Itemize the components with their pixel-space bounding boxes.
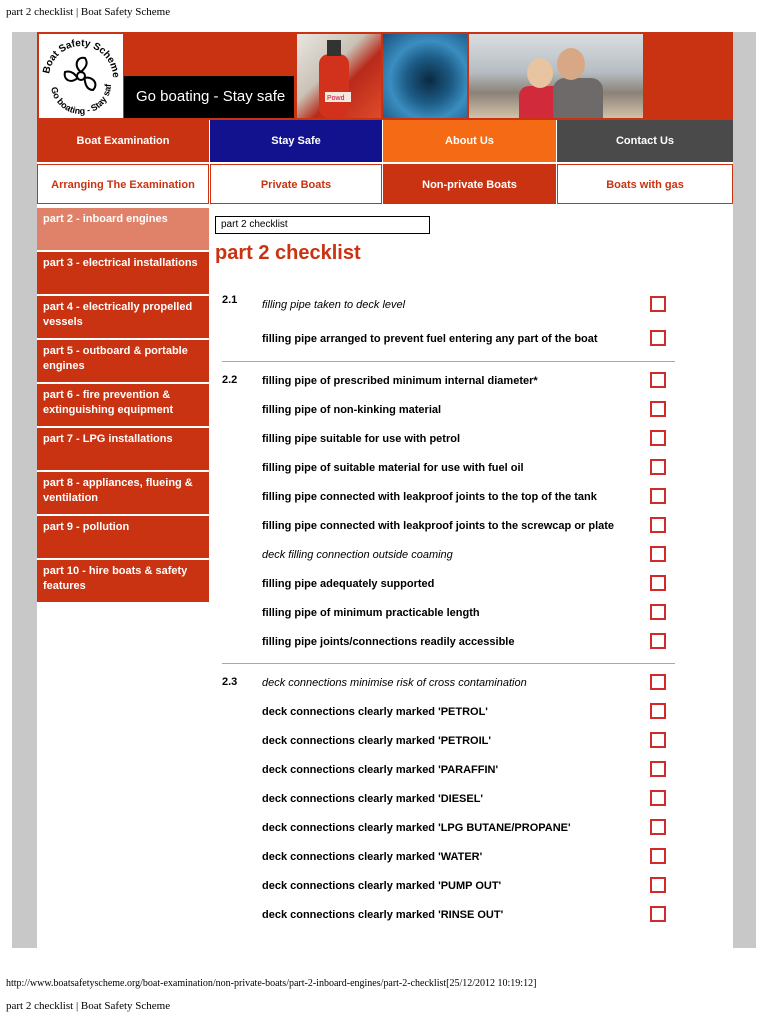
page-heading: part 2 checklist: [215, 242, 361, 264]
section-number: 2.1: [222, 294, 238, 306]
section-divider: [222, 663, 675, 664]
checklist-row: [222, 788, 677, 812]
checklist-row: [222, 328, 677, 352]
checklist-row: [222, 875, 677, 899]
subnav-boats-with-gas[interactable]: [557, 164, 733, 204]
checklist-checkbox[interactable]: [650, 546, 666, 562]
sidebar-item-part-7[interactable]: [37, 428, 209, 470]
checklist-item-text: deck connections minimise risk of cross contamination: [262, 677, 527, 689]
checklist-row: [222, 817, 677, 841]
checklist-checkbox[interactable]: [650, 761, 666, 777]
checklist-checkbox[interactable]: [650, 430, 666, 446]
checklist-checkbox[interactable]: [650, 488, 666, 504]
logo-text-top: Boat Safety Scheme: [41, 37, 122, 79]
checklist-item-text: filling pipe connected with leakproof joints to the screwcap or plate: [262, 520, 615, 532]
checklist-item-text: filling pipe taken to deck level: [262, 299, 406, 311]
print-page-title: part 2 checklist | Boat Safety Scheme: [6, 6, 171, 18]
checklist-item-text: filling pipe of prescribed minimum internal diameter*: [262, 375, 538, 387]
sidebar-item-part-5[interactable]: [37, 340, 209, 382]
checklist-row: [222, 846, 677, 870]
checklist-row: [222, 759, 677, 783]
checklist-checkbox[interactable]: [650, 819, 666, 835]
checklist-row: [222, 399, 677, 423]
checklist-checkbox[interactable]: [650, 790, 666, 806]
sidebar-item-label: part 8 - appliances, flueing & ventilation: [43, 477, 193, 504]
breadcrumb: part 2 checklist: [215, 216, 430, 234]
checklist-item-text: deck connections clearly marked 'PUMP OUT': [262, 880, 502, 892]
section-number: 2.3: [222, 676, 238, 688]
page-frame: [12, 32, 756, 948]
sidebar-item-label: part 5 - outboard & portable engines: [43, 345, 188, 372]
checklist-item-text: deck connections clearly marked 'LPG BUTANE/PROPANE': [262, 822, 571, 834]
checklist-checkbox[interactable]: [650, 732, 666, 748]
sidebar-item-label: part 9 - pollution: [43, 521, 130, 533]
sidebar-item-label: part 6 - fire prevention & extinguishing equipment: [43, 389, 174, 416]
checklist-row: [222, 457, 677, 481]
checklist-item-text: deck connections clearly marked 'PARAFFIN': [262, 764, 499, 776]
checklist-item-text: deck connections clearly marked 'WATER': [262, 851, 483, 863]
subnav-label: Boats with gas: [606, 179, 684, 191]
checklist-checkbox[interactable]: [650, 848, 666, 864]
propeller-logo-icon: [39, 34, 123, 118]
checklist-checkbox[interactable]: [650, 296, 666, 312]
sidebar-item-part-10[interactable]: [37, 560, 209, 602]
sidebar-item-part-9[interactable]: [37, 516, 209, 558]
checklist-checkbox[interactable]: [650, 517, 666, 533]
checklist-item-text: filling pipe connected with leakproof joints to the top of the tank: [262, 491, 597, 503]
section-divider: [222, 361, 675, 362]
nav-label: Contact Us: [615, 135, 675, 147]
checklist-row: [222, 486, 677, 510]
nav-label: Stay Safe: [271, 135, 321, 147]
nav-stay-safe[interactable]: [210, 120, 382, 162]
checklist-checkbox[interactable]: [650, 459, 666, 475]
checklist-row: [222, 370, 677, 394]
checklist-item-text: filling pipe of suitable material for use with fuel oil: [262, 462, 524, 474]
checklist-checkbox[interactable]: [650, 330, 666, 346]
sidebar-item-part-4[interactable]: [37, 296, 209, 338]
tagline: Go boating - Stay safe: [124, 76, 294, 118]
extinguisher-label: Powd: [327, 95, 345, 102]
sidebar-item-label: part 10 - hire boats & safety features: [43, 565, 188, 592]
checklist-row: [222, 294, 677, 318]
checklist-checkbox[interactable]: [650, 604, 666, 620]
checklist-checkbox[interactable]: [650, 703, 666, 719]
sidebar-item-part-3[interactable]: [37, 252, 209, 294]
logo[interactable]: [39, 34, 123, 118]
checklist-item-text: deck connections clearly marked 'RINSE OUT': [262, 909, 504, 921]
checklist-row: [222, 515, 677, 539]
page-content: [37, 32, 733, 948]
sidebar-item-part-2[interactable]: [37, 208, 209, 250]
checklist-item-text: filling pipe joints/connections readily accessible: [262, 636, 515, 648]
sidebar-item-label: part 4 - electrically propelled vessels: [43, 301, 193, 328]
checklist-item-text: filling pipe of minimum practicable length: [262, 607, 480, 619]
checklist-row: [222, 602, 677, 626]
checklist-checkbox[interactable]: [650, 633, 666, 649]
subnav-arranging-examination[interactable]: [37, 164, 209, 204]
checklist-item-text: filling pipe suitable for use with petrol: [262, 433, 461, 445]
checklist-checkbox[interactable]: [650, 906, 666, 922]
checklist-item-text: deck connections clearly marked 'DIESEL': [262, 793, 484, 805]
sidebar-item-label: part 2 - inboard engines: [43, 213, 168, 225]
checklist-checkbox[interactable]: [650, 575, 666, 591]
checklist-item-text: deck connections clearly marked 'PETROIL': [262, 735, 491, 747]
checklist-checkbox[interactable]: [650, 877, 666, 893]
checklist-row: [222, 631, 677, 655]
nav-contact-us[interactable]: [557, 120, 733, 162]
checklist-item-text: filling pipe arranged to prevent fuel entering any part of the boat: [262, 333, 598, 345]
checklist-row: [222, 730, 677, 754]
checklist-row: [222, 904, 677, 928]
fire-extinguisher-icon: [297, 34, 381, 118]
subnav-private-boats[interactable]: [210, 164, 382, 204]
primary-nav: [37, 120, 733, 162]
fire-extinguisher-photo: [297, 34, 381, 118]
section-number: 2.2: [222, 374, 238, 386]
footer-title: part 2 checklist | Boat Safety Scheme: [6, 1000, 171, 1012]
family-photo: [469, 34, 643, 118]
checklist-checkbox[interactable]: [650, 674, 666, 690]
header-banner: [37, 32, 733, 120]
subnav-label: Arranging The Examination: [51, 179, 195, 191]
checklist-row: [222, 544, 677, 568]
sidebar-item-part-6[interactable]: [37, 384, 209, 426]
checklist-item-text: deck filling connection outside coaming: [262, 549, 453, 561]
subnav-label: Non-private Boats: [422, 179, 517, 191]
checklist-row: [222, 428, 677, 452]
secondary-nav: [37, 164, 733, 204]
checklist-item-text: filling pipe adequately supported: [262, 578, 435, 590]
sidebar-item-part-8[interactable]: [37, 472, 209, 514]
subnav-label: Private Boats: [260, 179, 332, 191]
sidebar-item-label: part 7 - LPG installations: [43, 433, 173, 445]
nav-about-us[interactable]: [383, 120, 556, 162]
checklist-row: [222, 672, 677, 696]
porthole-photo: [383, 34, 467, 118]
subnav-non-private-boats[interactable]: [383, 164, 556, 204]
nav-boat-examination[interactable]: [37, 120, 209, 162]
footer-url: http://www.boatsafetyscheme.org/boat-examination/non-private-boats/part-2-inboard-engines/part-2-checklist[25/12/2012 10:19:12]: [6, 978, 537, 989]
checklist-item-text: deck connections clearly marked 'PETROL': [262, 706, 488, 718]
checklist-checkbox[interactable]: [650, 401, 666, 417]
sidebar-item-label: part 3 - electrical installations: [43, 257, 198, 269]
nav-label: About Us: [445, 135, 494, 147]
checklist-row: [222, 573, 677, 597]
nav-label: Boat Examination: [76, 135, 170, 147]
checklist-row: [222, 701, 677, 725]
checklist-checkbox[interactable]: [650, 372, 666, 388]
logo-text-bottom: Go boating - Stay saf: [49, 83, 114, 117]
checklist-item-text: filling pipe of non-kinking material: [262, 404, 442, 416]
